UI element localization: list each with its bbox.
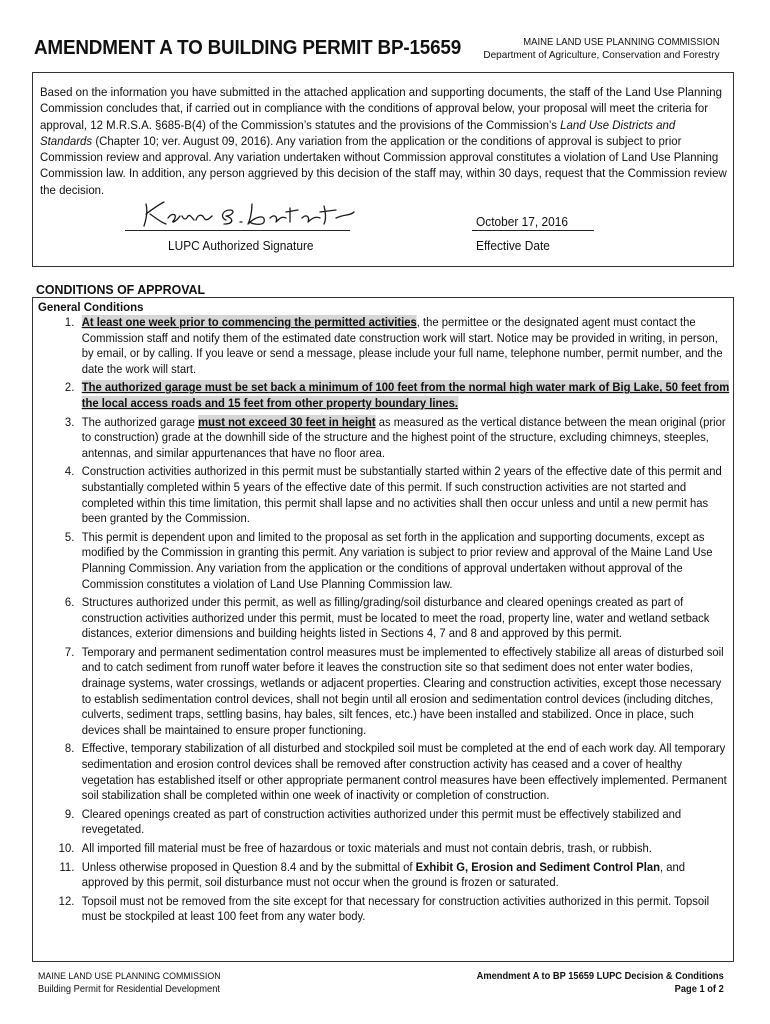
condition-item: [52, 315, 733, 377]
condition-item: [52, 741, 733, 803]
condition-text: Structures authorized under this permit, as well as filling/grading/soil disturbance and cleared openings created as part of construction activities authorized under this permit, must be located to meet the road, property line, water and wetland setback distances, exterior dimensions and building heights listed in Sections 4, 7 and 8 and approved by this permit.: [81, 595, 710, 641]
condition-text: All imported fill material must be free of hazardous or toxic materials and must not contain debris, trash, or rubbish.: [81, 841, 652, 855]
agency-header: [484, 36, 720, 62]
condition-item: [52, 530, 733, 592]
footer-agency: MAINE LAND USE PLANNING COMMISSION: [38, 971, 221, 982]
condition-text: Effective, temporary stabilization of all disturbed and stockpiled soil must be completed at the end of each work day. All temporary sedimentation and erosion control devices shall be removed after construction activity has ceased and a cover of healthy vegetation has established itself or other appropriate permanent control measures have been effectively implemented. Permanent soil stabilization shall be completed within one week of inactivity or completion of construction.: [81, 741, 727, 803]
condition-number: 5.: [64, 529, 75, 544]
footer-right: [477, 970, 724, 996]
effective-date-value: October 17, 2016: [476, 214, 568, 229]
signature-label: LUPC Authorized Signature: [168, 238, 314, 253]
condition-item: [52, 860, 733, 891]
intro-italic-title: Land Use Districts and Standards: [40, 117, 676, 148]
handwritten-signature: [140, 196, 360, 232]
effective-date-label: Effective Date: [476, 238, 550, 253]
condition-text: Construction activities authorized in this permit must be substantially started within 2 years of the effective date of this permit and substantially completed within 5 years of the effective date of this permit. If such construction activities are not started and completed within this time limitation, this permit shall lapse and no activities shall then occur unless and until a new permit has been granted by the Commission.: [81, 464, 722, 526]
condition-text-pre: The authorized garage: [81, 414, 199, 429]
condition-number: 11.: [59, 859, 75, 874]
condition-number: 8.: [64, 741, 75, 756]
condition-item: [52, 841, 733, 857]
footer-left: [38, 970, 221, 996]
condition-item: [52, 645, 733, 739]
condition-number: 7.: [64, 644, 75, 659]
condition-number: 10.: [58, 841, 75, 855]
condition-highlight: At least one week prior to commencing the permitted activities: [81, 315, 417, 329]
condition-number: 3.: [64, 414, 75, 429]
condition-text: , and approved by this permit, soil disturbance must not occur when the ground is frozen or saturated.: [81, 859, 685, 890]
effective-date-line: [472, 230, 594, 231]
condition-text: Cleared openings created as part of construction activities authorized under this permit must be effectively stabilized and revegetated.: [81, 806, 682, 837]
condition-item: [52, 380, 733, 411]
intro-text-2: (Chapter 10; ver. August 09, 2016). Any variation from the application or the conditions of approval is subject to prior Commission review and approval. Any variation undertaken without Commission approval constitutes a violation of Land Use Planning Commission law. In addition, any person aggrieved by this decision of the staff may, within 30 days, request that the Commission review the decision.: [40, 133, 727, 197]
condition-item: [52, 595, 733, 642]
conditions-heading: CONDITIONS OF APPROVAL: [36, 282, 206, 297]
condition-text: as measured as the vertical distance between the mean original (prior to construction) grade at the downhill side of the structure and the highest point of the structure, excluding chimneys, steeples, antennas, and similar appurtenances that have no floor area.: [81, 414, 726, 460]
condition-item: [52, 894, 733, 925]
condition-number: 2.: [64, 380, 75, 395]
intro-text-1: Based on the information you have submitted in the attached application and supporting documents, the staff of the Land Use Planning Commission concludes that, if carried out in compliance with the conditions of approval below, your proposal will meet the criteria for approval, 12 M.R.S.A. §685-B(4) of the Commission’s statutes and the provisions of the Commission’s: [40, 85, 722, 132]
conditions-list: [52, 315, 733, 928]
condition-text: This permit is dependent upon and limited to the proposal as set forth in the application and supporting documents, except as modified by the Commission in granting this permit. Any variation is subject to prior review and approval of the Maine Land Use Planning Commission. Any variation from the application or the conditions of approval undertaken without approval of the Commission constitutes a violation of Land Use Planning Commission law.: [81, 529, 713, 591]
condition-text: Topsoil must not be removed from the site except for that necessary for construction activities authorized in this permit. Topsoil must be stockpiled at least 100 feet from any water body.: [81, 893, 710, 924]
condition-item: [52, 415, 733, 462]
signature-line: [125, 230, 350, 231]
condition-number: 1.: [64, 315, 75, 329]
condition-number: 4.: [64, 464, 75, 479]
condition-highlight: must not exceed 30 feet in height: [198, 414, 376, 429]
condition-number: 9.: [64, 806, 75, 821]
condition-item: [52, 464, 733, 526]
general-conditions-heading: General Conditions: [38, 300, 144, 314]
condition-item: [52, 807, 733, 838]
page-number: Page 1 of 2: [674, 984, 724, 995]
footer-document-title: Amendment A to BP 15659 LUPC Decision & Conditions: [476, 971, 724, 982]
footer-permit-type: Building Permit for Residential Development: [38, 984, 220, 995]
agency-name: MAINE LAND USE PLANNING COMMISSION: [523, 37, 720, 48]
agency-department: Department of Agriculture, Conservation and Forestry: [483, 49, 720, 61]
condition-text-pre: Unless otherwise proposed in Question 8.4 and by the submittal of: [81, 859, 416, 874]
condition-highlight: The authorized garage must be set back a minimum of 100 feet from the normal high water mark of Big Lake, 50 feet from the local access roads and 15 feet from other property boundary lines.: [81, 380, 730, 410]
condition-bold-exhibit: Exhibit G, Erosion and Sediment Control Plan: [415, 859, 660, 874]
document-title: AMENDMENT A TO BUILDING PERMIT BP-15659: [34, 36, 462, 59]
condition-number: 6.: [64, 595, 75, 610]
condition-text: Temporary and permanent sedimentation control measures must be implemented to effectively stabilize all areas of disturbed soil and to catch sediment from runoff water before it leaves the construction site so that sediment does not enter water bodies, drainage systems, water crossings, wetlands or adjacent properties. Clearing and construction activities, except those necessary to establish sedimentation control devices, shall not begin until all erosion and sedimentation control devices (including ditches, culverts, sediment traps, settling basins, hay bales, silt fences, etc.) have been installed and stabilized. Once in place, such devices shall be maintained to ensure proper functioning.: [81, 644, 724, 737]
intro-paragraph: [40, 84, 729, 198]
condition-text: , the permittee or the designated agent must contact the Commission staff and notify them of the estimated date construction work will start. Notice may be provided in writing, in person, by email, or by calling. If you leave or send a message, please include your full name, telephone number, permit number, and the date the work will start.: [81, 315, 723, 376]
condition-number: 12.: [58, 893, 75, 908]
